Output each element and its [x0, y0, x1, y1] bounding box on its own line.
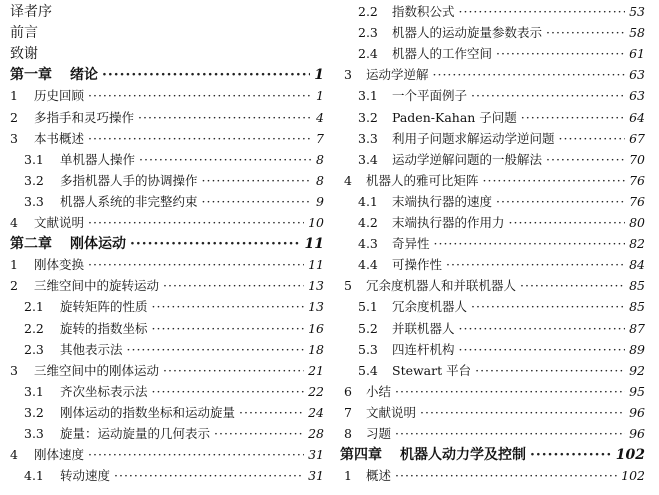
- toc-leader-dots: [509, 215, 626, 231]
- toc-entry-title: 多指手和灵巧操作: [34, 109, 135, 125]
- toc-leader-dots: [139, 152, 312, 168]
- toc-entry-sub: [340, 194, 645, 210]
- toc-entry-title: 旋转矩阵的性质: [60, 299, 148, 315]
- toc-entry-sec: [10, 363, 324, 379]
- toc-entry-number: 5: [344, 278, 352, 294]
- toc-entry-page: 96: [629, 426, 645, 441]
- toc-entry-front: [10, 46, 324, 62]
- toc-entry-sub: [340, 321, 645, 337]
- toc-entry-page: 18: [308, 341, 324, 357]
- toc-entry-number: 5.4: [358, 362, 378, 378]
- toc-entry-page: 10: [308, 215, 324, 230]
- toc-entry-page: 85: [629, 278, 645, 294]
- toc-entry-number: 第四章: [340, 447, 382, 464]
- toc-entry-sec: [340, 384, 645, 400]
- toc-leader-dots: [471, 88, 625, 104]
- toc-entry-number: 4.2: [358, 215, 378, 230]
- toc-entry-page: 4: [316, 109, 324, 125]
- toc-entry-number: 2: [10, 278, 18, 294]
- toc-leader-dots: [102, 67, 310, 83]
- toc-leader-dots: [420, 405, 625, 421]
- toc-entry-title: 机器人的工作空间: [392, 46, 493, 62]
- toc-entry-page: 58: [629, 25, 645, 41]
- toc-entry-number: 3.1: [24, 383, 44, 399]
- toc-leader-dots: [88, 131, 312, 147]
- toc-leader-dots: [163, 278, 304, 294]
- toc-entry-page: 67: [629, 130, 645, 146]
- toc-entry-sub: [340, 46, 645, 62]
- toc-entry-front: [10, 25, 324, 41]
- toc-entry-number: 5.3: [358, 341, 378, 357]
- toc-entry-number: 3.3: [24, 193, 44, 209]
- toc-entry-page: 96: [629, 404, 645, 420]
- toc-entry-number: 3.2: [358, 109, 378, 125]
- toc-entry-sub: [10, 405, 324, 421]
- toc-entry-title: 四连杆机构: [392, 341, 455, 357]
- toc-entry-title: 概述: [366, 468, 392, 484]
- toc-entry-page: 95: [629, 383, 645, 399]
- toc-entry-number: 1: [344, 468, 352, 484]
- toc-entry-sub: [340, 363, 645, 379]
- toc-entry-sub: [340, 215, 645, 231]
- toc-entry-sub: [10, 342, 324, 358]
- toc-entry-sub: [10, 194, 324, 210]
- toc-entry-sec: [10, 447, 324, 463]
- toc-entry-title: 本书概述: [34, 130, 85, 146]
- toc-entry-title: 运动学逆解: [366, 67, 429, 83]
- toc-leader-dots: [475, 363, 625, 379]
- toc-entry-number: 4: [10, 447, 18, 463]
- toc-entry-page: 80: [629, 215, 645, 230]
- toc-leader-dots: [130, 236, 301, 252]
- toc-entry-page: 84: [629, 257, 645, 273]
- toc-entry-title: 刚体运动的指数坐标和运动旋量: [60, 404, 236, 420]
- toc-leader-dots: [446, 257, 625, 273]
- toc-entry-number: 4.3: [358, 236, 378, 252]
- toc-leader-dots: [88, 215, 304, 231]
- toc-entry-title: Paden-Kahan 子问题: [392, 109, 517, 125]
- toc-entry-page: 13: [308, 299, 324, 315]
- toc-entry-title: 刚体速度: [34, 447, 85, 463]
- toc-entry-sec: [340, 67, 645, 83]
- toc-entry-page: 102: [621, 468, 645, 484]
- toc-entry-sub: [10, 173, 324, 189]
- toc-leader-dots: [459, 321, 626, 337]
- toc-leader-dots: [138, 110, 312, 126]
- toc-leader-dots: [152, 299, 305, 315]
- toc-leader-dots: [546, 152, 625, 168]
- toc-entry-title: 指数积公式: [392, 4, 455, 19]
- toc-leader-dots: [239, 405, 304, 421]
- toc-entry-number: 3: [10, 362, 18, 378]
- toc-entry-page: 70: [629, 151, 645, 167]
- toc-entry-number: 4: [10, 215, 18, 230]
- toc-entry-number: 4: [344, 172, 352, 188]
- toc-entry-sec: [340, 278, 645, 294]
- toc-entry-sec: [10, 110, 324, 126]
- toc-entry-title: 历史回顾: [34, 88, 85, 104]
- toc-entry-number: 5.1: [358, 299, 378, 315]
- toc-entry-number: 5.2: [358, 320, 378, 336]
- toc-entry-page: 64: [629, 109, 645, 125]
- toc-entry-title: 前言: [10, 25, 38, 42]
- toc-entry-page: 61: [629, 46, 645, 62]
- toc-entry-title: 三维空间中的刚体运动: [34, 362, 160, 378]
- toc-entry-page: 13: [308, 278, 324, 294]
- toc-entry-page: 92: [629, 362, 645, 378]
- toc-leader-dots: [471, 299, 625, 315]
- toc-entry-front: [10, 4, 324, 20]
- toc-entry-title: 刚体变换: [34, 257, 85, 273]
- toc-entry-number: 3.4: [358, 151, 378, 167]
- toc-entry-page: 22: [308, 383, 324, 399]
- toc-entry-title: 冗余度机器人: [392, 299, 468, 315]
- toc-entry-sec: [340, 173, 645, 189]
- toc-entry-sub: [10, 426, 324, 442]
- toc-entry-page: 87: [629, 320, 645, 336]
- toc-entry-title: 旋量：运动旋量的几何表示: [60, 426, 211, 441]
- toc-entry-sub: [10, 152, 324, 168]
- toc-entry-sub: [340, 4, 645, 20]
- toc-entry-number: 2.3: [358, 25, 378, 41]
- toc-leader-dots: [114, 468, 304, 484]
- toc-leader-dots: [433, 67, 626, 83]
- toc-entry-title: 刚体运动: [70, 236, 126, 253]
- toc-entry-page: 11: [304, 236, 324, 253]
- toc-entry-page: 9: [316, 193, 324, 209]
- toc-entry-title: 单机器人操作: [60, 151, 136, 167]
- toc-entry-sec: [10, 215, 324, 231]
- toc-entry-number: 3: [10, 130, 18, 146]
- toc-entry-title: 旋转的指数坐标: [60, 320, 148, 336]
- toc-entry-number: 3.3: [358, 130, 378, 146]
- toc-entry-number: 2.2: [358, 4, 378, 19]
- toc-entry-page: 1: [316, 88, 324, 104]
- toc-entry-page: 1: [314, 67, 324, 84]
- toc-entry-sub: [340, 25, 645, 41]
- toc-entry-number: 3.3: [24, 426, 44, 441]
- toc-leader-dots: [127, 342, 305, 358]
- toc-entry-sub: [10, 468, 324, 484]
- toc-entry-page: 53: [629, 4, 645, 19]
- toc-leader-dots: [546, 25, 625, 41]
- toc-entry-sec: [340, 405, 645, 421]
- toc-entry-number: 4.1: [358, 193, 378, 209]
- toc-entry-title: 奇异性: [392, 236, 430, 252]
- toc-entry-title: 机器人的雅可比矩阵: [366, 172, 479, 188]
- toc-entry-number: 7: [344, 404, 352, 420]
- toc-entry-title: 机器人动力学及控制: [400, 447, 526, 464]
- toc-entry-number: 4.1: [24, 468, 44, 484]
- toc-entry-title: 一个平面例子: [392, 88, 468, 104]
- toc-leader-dots: [559, 131, 626, 147]
- toc-leader-dots: [152, 321, 305, 337]
- toc-leader-dots: [202, 173, 313, 189]
- toc-entry-sub: [340, 257, 645, 273]
- toc-entry-page: 11: [308, 257, 324, 273]
- toc-entry-number: 1: [10, 257, 18, 273]
- toc-entry-title: 文献说明: [366, 404, 417, 420]
- toc-leader-dots: [88, 447, 304, 463]
- toc-entry-number: 2: [10, 109, 18, 125]
- toc-entry-page: 8: [316, 172, 324, 188]
- toc-entry-page: 31: [308, 447, 324, 463]
- toc-entry-page: 7: [316, 130, 324, 146]
- toc-entry-title: 机器人系统的非完整约束: [60, 193, 198, 209]
- toc-entry-number: 2.3: [24, 341, 44, 357]
- toc-entry-title: 机器人的运动旋量参数表示: [392, 25, 543, 41]
- toc-leader-dots: [459, 4, 626, 20]
- toc-entry-chapter: [10, 236, 324, 252]
- toc-leader-dots: [202, 194, 313, 210]
- toc-leader-dots: [163, 363, 304, 379]
- toc-entry-page: 85: [629, 299, 645, 315]
- toc-leader-dots: [496, 194, 625, 210]
- toc-leader-dots: [459, 342, 626, 358]
- toc-entry-title: 文献说明: [34, 215, 85, 230]
- toc-entry-title: 并联机器人: [392, 320, 455, 336]
- toc-leader-dots: [530, 447, 612, 463]
- toc-entry-title: 齐次坐标表示法: [60, 383, 148, 399]
- toc-entry-title: 冗余度机器人和并联机器人: [366, 278, 517, 294]
- toc-leader-dots: [214, 426, 304, 442]
- toc-entry-number: 8: [344, 426, 352, 441]
- toc-entry-title: 译者序: [10, 4, 52, 20]
- toc-entry-sub: [340, 88, 645, 104]
- toc-entry-sub: [340, 110, 645, 126]
- toc-entry-sec: [340, 468, 645, 484]
- toc-entry-sub: [340, 152, 645, 168]
- toc-entry-sec: [10, 131, 324, 147]
- toc-entry-sec: [10, 88, 324, 104]
- toc-entry-page: 76: [629, 193, 645, 209]
- toc-entry-title: 习题: [366, 426, 392, 441]
- toc-entry-sub: [10, 321, 324, 337]
- toc-entry-page: 63: [629, 88, 645, 104]
- toc-leader-dots: [395, 468, 617, 484]
- toc-entry-number: 2.1: [24, 299, 44, 315]
- toc-entry-number: 3: [344, 67, 352, 83]
- toc-entry-page: 21: [308, 362, 324, 378]
- toc-entry-title: 运动学逆解问题的一般解法: [392, 151, 543, 167]
- toc-leader-dots: [88, 257, 304, 273]
- toc-entry-sub: [340, 131, 645, 147]
- toc-leader-dots: [88, 88, 312, 104]
- toc-entry-page: 8: [316, 151, 324, 167]
- toc-entry-sub: [10, 299, 324, 315]
- toc-entry-number: 第一章: [10, 67, 52, 84]
- toc-entry-page: 82: [629, 236, 645, 252]
- toc-entry-title: Stewart 平台: [392, 362, 472, 378]
- toc-entry-page: 63: [629, 67, 645, 83]
- toc-entry-number: 3.2: [24, 172, 44, 188]
- toc-entry-page: 28: [308, 426, 324, 441]
- toc-entry-number: 1: [10, 88, 18, 104]
- toc-entry-title: 绪论: [70, 67, 98, 84]
- toc-entry-number: 第二章: [10, 236, 52, 253]
- toc-entry-number: 3.1: [24, 151, 44, 167]
- toc-leader-dots: [434, 236, 626, 252]
- toc-leader-dots: [395, 384, 625, 400]
- toc-leader-dots: [483, 173, 626, 189]
- toc-entry-page: 89: [629, 341, 645, 357]
- toc-entry-title: 三维空间中的旋转运动: [34, 278, 160, 294]
- toc-entry-number: 2.2: [24, 320, 44, 336]
- toc-entry-title: 小结: [366, 383, 392, 399]
- toc-entry-title: 末端执行器的作用力: [392, 215, 505, 230]
- toc-entry-sub: [340, 236, 645, 252]
- toc-entry-number: 2.4: [358, 46, 378, 62]
- toc-leader-dots: [496, 46, 625, 62]
- toc-entry-sec: [10, 257, 324, 273]
- toc-entry-number: 3.2: [24, 404, 44, 420]
- toc-entry-sub: [10, 384, 324, 400]
- toc-leader-dots: [152, 384, 305, 400]
- toc-entry-number: 6: [344, 383, 352, 399]
- toc-entry-sub: [340, 342, 645, 358]
- toc-entry-sec: [10, 278, 324, 294]
- toc-leader-dots: [521, 110, 625, 126]
- toc-entry-sub: [340, 299, 645, 315]
- toc-entry-number: 4.4: [358, 257, 378, 273]
- toc-leader-dots: [395, 426, 625, 442]
- toc-entry-sec: [340, 426, 645, 442]
- toc-entry-chapter: [340, 447, 645, 463]
- toc-entry-page: 76: [629, 172, 645, 188]
- toc-entry-chapter: [10, 67, 324, 83]
- toc-entry-page: 16: [308, 320, 324, 336]
- toc-entry-number: 3.1: [358, 88, 378, 104]
- toc-leader-dots: [520, 278, 625, 294]
- toc-entry-title: 转动速度: [60, 468, 111, 484]
- toc-entry-page: 24: [308, 404, 324, 420]
- toc-entry-title: 致谢: [10, 46, 38, 63]
- toc-entry-title: 末端执行器的速度: [392, 193, 493, 209]
- toc-entry-title: 可操作性: [392, 257, 443, 273]
- toc-entry-title: 利用子问题求解运动学逆问题: [392, 130, 555, 146]
- toc-entry-title: 其他表示法: [60, 341, 123, 357]
- toc-entry-title: 多指机器人手的协调操作: [60, 172, 198, 188]
- toc-entry-page: 31: [308, 468, 324, 484]
- toc-entry-page: 102: [615, 447, 645, 464]
